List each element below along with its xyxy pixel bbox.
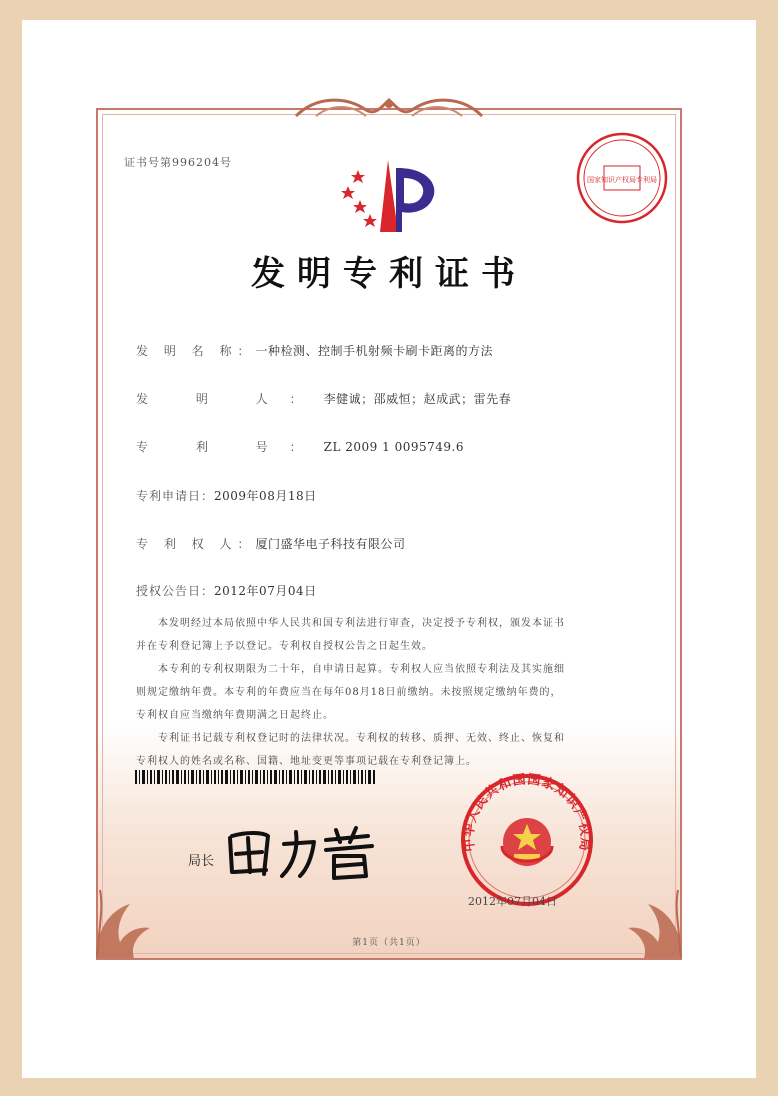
page-number: 第1页（共1页） [352,938,426,948]
corner-ornament-right-icon [608,880,688,962]
national-ip-office-seal [452,770,602,910]
field-inventors [136,390,511,407]
patent-number-label: 专 利 号： [136,440,324,454]
grant-date-value: 2012年07月04日 [214,584,317,598]
inventor-value: 李健诚；邵威恒；赵成武；雷先春 [323,392,512,406]
invention-name-value: 一种检测、控制手机射频卡刷卡距离的方法 [255,344,493,358]
field-filing-date [136,487,317,504]
body-paragraph-line: 本发明经过本局依照中华人民共和国专利法进行审查，决定授予专利权，颁发本证书 [158,618,565,629]
seal-text: 中华人民共和国国家知识产权局 [461,772,593,853]
patentee-value: 厦门盛华电子科技有限公司 [255,537,406,551]
patentee-label: 专 利 权 人： [136,537,256,551]
body-paragraph-line: 专利证书记载专利权登记时的法律状况。专利权的转移、质押、无效、终止、恢复和 [158,733,565,744]
field-patentee [136,535,405,552]
barcode [135,770,375,784]
director-label: 局长 [188,854,215,869]
patent-number-value: ZL 2009 1 0095749.6 [323,440,464,454]
corner-ornament-left-icon [90,880,170,962]
body-paragraph-line: 并在专利登记簿上予以登记。专利权自授权公告之日起生效。 [136,641,433,652]
top-stamp-text: 国家知识产权局专利局 [587,176,657,184]
top-ornament-icon [286,92,492,122]
invention-name-label: 发 明 名 称： [136,344,256,358]
filing-date-value: 2009年08月18日 [214,489,317,503]
body-paragraph-line: 则规定缴纳年费。本专利的年费应当在每年08月18日前缴纳。未按照规定缴纳年费的， [136,687,562,698]
seal-date: 2012年07月04日 [468,895,557,908]
filing-date-label: 专利申请日： [136,489,215,503]
top-red-stamp [572,128,672,228]
inventor-label: 发 明 人： [136,392,324,406]
director-signature [222,820,382,890]
grant-date-label: 授权公告日： [136,584,215,598]
body-paragraph-line: 本专利的专利权期限为二十年，自申请日起算。专利权人应当依照专利法及其实施细 [158,664,565,675]
patent-office-logo [338,156,448,236]
field-grant-date [136,582,317,599]
body-paragraph-line: 专利权自应当缴纳年费期满之日起终止。 [136,710,334,721]
body-paragraph-line: 专利权人的姓名或名称、国籍、地址变更等事项记载在专利登记簿上。 [136,756,477,767]
field-invention-name [136,342,493,359]
certificate-number: 证书号第996204号 [124,156,232,169]
field-patent-number [136,438,464,455]
certificate-title: 发明专利证书 [251,254,527,294]
